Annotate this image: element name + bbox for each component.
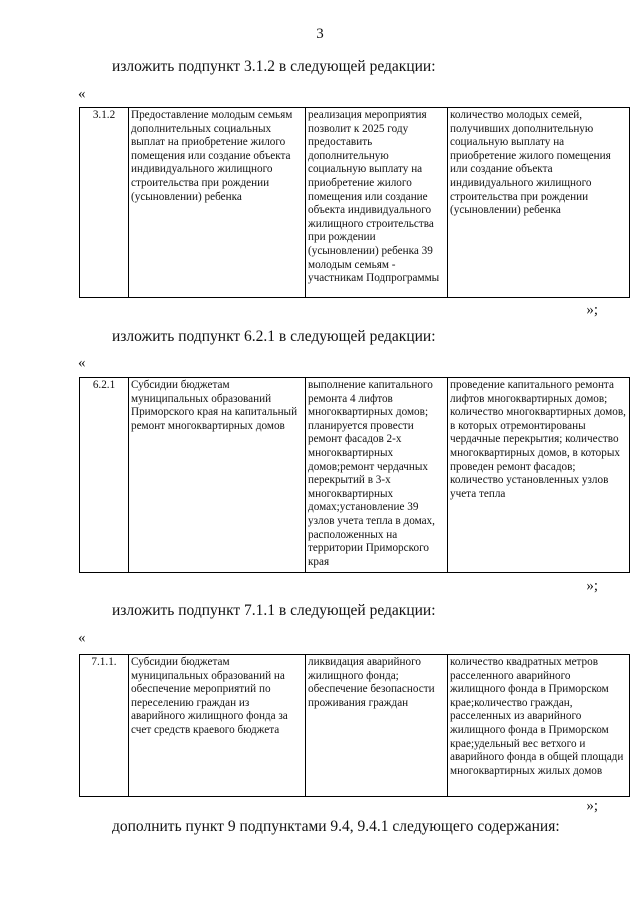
cell-indicator: количество квадратных метров расселенного аварийного жилищного фонда в Приморском крае;количество граждан, расселенных из аварийного жилищного фонда в Приморском крае;удельный вес ветхого и аварийного фонда в общей площади многоквартирных жилых домов [448, 655, 630, 797]
table-row [80, 378, 630, 573]
cell-number: 7.1.1. [80, 655, 129, 797]
instruction-6-2-1: изложить подпункт 6.2.1 в следующей редакции: [112, 328, 436, 345]
open-quote: « [78, 355, 86, 371]
instruction-7-1-1: изложить подпункт 7.1.1 в следующей редакции: [112, 602, 436, 619]
cell-result: реализация мероприятия позволит к 2025 году предоставить дополнительную социальную выплату на приобретение жилого помещения или создание объекта индивидуального жилищного строительства при рождении (усыновлении) ребенка 39 молодым семьям - участникам Подпрограммы [306, 108, 448, 298]
cell-number: 3.1.2 [80, 108, 129, 298]
instruction-3-1-2: изложить подпункт 3.1.2 в следующей редакции: [112, 58, 436, 75]
open-quote: « [78, 86, 86, 102]
cell-indicator: количество молодых семей, получивших дополнительную социальную выплату на приобретение жилого помещения или создание объекта индивидуального жилищного строительства при рождении (усыновлении) ребенка [448, 108, 630, 298]
table-6-2-1 [79, 377, 630, 573]
close-quote: »; [586, 798, 598, 814]
cell-name: Субсидии бюджетам муниципальных образований на обеспечение мероприятий по переселению граждан из аварийного жилищного фонда за счет средств краевого бюджета [129, 655, 306, 797]
cell-name: Субсидии бюджетам муниципальных образований Приморского края на капитальный ремонт многоквартирных домов [129, 378, 306, 573]
close-quote: »; [586, 302, 598, 318]
cell-indicator: проведение капитального ремонта лифтов многоквартирных домов; количество многоквартирных домов, в которых отремонтированы чердачные перекрытия; количество многоквартирных домов, в которых проведен ремонт фасадов; количество установленных узлов учета тепла [448, 378, 630, 573]
cell-number: 6.2.1 [80, 378, 129, 573]
final-instruction: дополнить пункт 9 подпунктами 9.4, 9.4.1 следующего содержания: [112, 818, 560, 835]
cell-result: выполнение капитального ремонта 4 лифтов многоквартирных домов; планируется провести ремонт фасадов 2-х многоквартирных домов;ремонт чердачных перекрытий в 3-х многоквартирных домах;установление 39 узлов учета тепла в домах, расположенных на территории Приморского края [306, 378, 448, 573]
cell-name: Предоставление молодым семьям дополнительных социальных выплат на приобретение жилого помещения или создание объекта индивидуального жилищного строительства при рождении (усыновлении) ребенка [129, 108, 306, 298]
table-row [80, 108, 630, 298]
table-3-1-2 [79, 107, 630, 298]
table-7-1-1 [79, 654, 630, 797]
cell-result: ликвидация аварийного жилищного фонда; обеспечение безопасности проживания граждан [306, 655, 448, 797]
page-number: 3 [316, 26, 324, 42]
table-row [80, 655, 630, 797]
close-quote: »; [586, 578, 598, 594]
open-quote: « [78, 630, 86, 646]
